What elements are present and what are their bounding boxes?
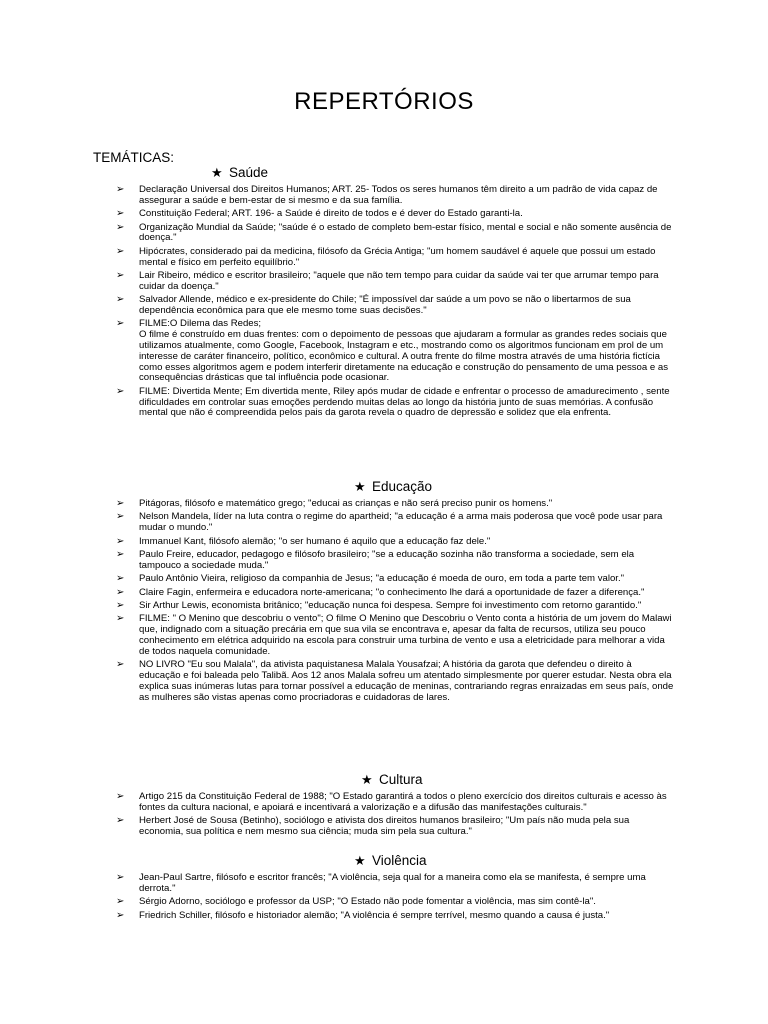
arrow-bullet-icon: ➢ <box>116 613 125 625</box>
star-icon: ★ <box>211 165 223 180</box>
star-icon: ★ <box>354 479 366 494</box>
item-list <box>0 792 768 838</box>
list-item: ➢ Declaração Universal dos Direitos Humanos; ART. 25- Todos os seres humanos têm direito a um padrão de vida capaz de assegurar a saúde e bem-estar de si mesmo e da sua família. <box>116 184 658 206</box>
film-description: O filme é construído em duas frentes: com o depoimento de pessoas que ajudaram a formular as grandes redes sociais que utilizamos atualmente, como Google, Facebook, Instagram e etc., mostrando como os algoritmos funcionam em prol de um interesse de caráter financeiro, político, econômico e cultural. A outra frente do filme mostra através de uma história fictícia como esses algoritmos agem e podem interferir diretamente na educação e construção do pensamento de uma pessoa e as consequências drásticas que tal influência pode ocasionar. <box>139 329 669 384</box>
list-item: ➢ FILME:O Dilema das Redes; <box>116 318 262 330</box>
list-item: ➢ Salvador Allende, médico e ex-presidente do Chile; "É impossível dar saúde a um povo se não o libertarmos de sua dependência econômica para que ele mesmo tome suas decisões." <box>116 294 631 316</box>
arrow-bullet-icon: ➢ <box>116 659 125 671</box>
item-list <box>0 873 768 921</box>
arrow-bullet-icon: ➢ <box>116 815 125 827</box>
arrow-bullet-icon: ➢ <box>116 535 125 547</box>
heading-text: Saúde <box>229 165 269 180</box>
arrow-bullet-icon: ➢ <box>116 245 125 257</box>
section-heading <box>0 164 768 182</box>
arrow-bullet-icon: ➢ <box>116 221 125 233</box>
arrow-bullet-icon: ➢ <box>116 498 125 509</box>
section-heading <box>0 771 768 789</box>
list-item: ➢ Hipócrates, considerado pai da medicina, filósofo da Grécia Antiga; "um homem saudável é aquele que possui um estado mental e físico em perfeito equilíbrio." <box>116 245 656 268</box>
section-saude <box>0 164 768 422</box>
list-item: ➢ FILME: Divertida Mente; Em divertida mente, Riley após mudar de cidade e enfrentar o processo de amadurecimento , sente dificuldades em controlar suas emoções perdendo muitas delas ao longo da história junto de suas memórias. A confusão mental que não é compreendida pelos pais da garota revela o quadro de depressão e solidez que ela enfrenta. <box>116 385 670 419</box>
list-item: ➢ Paulo Antônio Vieira, religioso da companhia de Jesus; "a educação é moeda de ouro, em toda a parte tem valor." <box>116 573 625 585</box>
star-icon: ★ <box>361 772 373 787</box>
list-item: ➢ NO LIVRO "Eu sou Malala", da ativista paquistanesa Malala Yousafzai; A história da garota que defendeu o direito à educação e foi baleada pelo Talibã. Aos 12 anos Malala sofreu um atentado simplesmente por querer estudar. Nesta obra ela explica suas inúmeras lutas para tornar possível a educação de meninas, contrariando regras enraizadas em seus país, onde as mulheres são vistas apenas como procriadoras e cuidadoras de lares. <box>116 659 674 703</box>
list-item: ➢ Friedrich Schiller, filósofo e historiador alemão; "A violência é sempre terrível, mesmo quando a causa é justa." <box>116 909 610 921</box>
list-item: ➢ Organização Mundial da Saúde; "saúde é o estado de completo bem-estar físico, mental e social e não somente ausência de doença." <box>116 221 672 244</box>
item-list <box>0 499 768 703</box>
arrow-bullet-icon: ➢ <box>116 385 125 397</box>
list-item: ➢ Artigo 215 da Constituição Federal de 1988; "O Estado garantirá a todos o pleno exercício dos direitos culturais e acesso às fontes da cultura nacional, e apoiará e incentivará a valorização e a difusão das manifestações culturais." <box>116 791 667 813</box>
section-heading <box>0 852 768 870</box>
list-item: ➢ Lair Ribeiro, médico e escritor brasileiro; "aquele que não tem tempo para cuidar da saúde vai ter que arrumar tempo para cuidar da doença." <box>116 269 659 292</box>
tematicas-label: TEMÁTICAS: <box>93 150 175 165</box>
section-heading <box>0 478 768 496</box>
list-item: ➢ Sérgio Adorno, sociólogo e professor da USP; "O Estado não pode fomentar a violência, mas sim contê-la". <box>116 896 596 908</box>
arrow-bullet-icon: ➢ <box>116 184 125 195</box>
page-title: REPERTÓRIOS <box>294 88 474 115</box>
list-item: ➢ Nelson Mandela, líder na luta contra o regime do apartheid; "a educação é a arma mais poderosa que você pode usar para mudar o mundo." <box>116 511 663 534</box>
arrow-bullet-icon: ➢ <box>116 269 125 281</box>
item-list <box>0 185 768 330</box>
list-item: ➢ Herbert José de Sousa (Betinho), sociólogo e ativista dos direitos humanos brasileiro; "Um país não muda pela sua economia, sua política e nem mesmo sua ciência; muda sim pela sua cultura." <box>116 815 630 837</box>
heading-text: Violência <box>372 853 427 868</box>
arrow-bullet-icon: ➢ <box>116 573 125 585</box>
list-item: ➢ Pitágoras, filósofo e matemático grego; "educai as crianças e não será preciso punir os homens." <box>116 498 553 509</box>
list-item: ➢ Paulo Freire, educador, pedagogo e filósofo brasileiro; "se a educação sozinha não transforma a sociedade, sem ela tampouco a sociedade muda." <box>116 548 635 571</box>
item-list <box>0 387 768 419</box>
list-item: ➢ FILME: " O Menino que descobriu o vento"; O filme O Menino que Descobriu o Vento conta a história de um jovem do Malawi que, indignado com a situação precária em que sua vila se encontrava e, apesar da falta de recursos, utiliza seu pouco conhecimento em elétrica adquirido na escola para construir uma turbina de vento e usa a eletricidade para melhorar a vida de todos naquela comunidade. <box>116 613 672 657</box>
arrow-bullet-icon: ➢ <box>116 791 125 802</box>
arrow-bullet-icon: ➢ <box>116 294 125 306</box>
arrow-bullet-icon: ➢ <box>116 586 125 598</box>
section-educacao <box>0 478 768 706</box>
arrow-bullet-icon: ➢ <box>116 318 125 330</box>
arrow-bullet-icon: ➢ <box>116 872 125 883</box>
arrow-bullet-icon: ➢ <box>116 548 125 560</box>
arrow-bullet-icon: ➢ <box>116 896 125 908</box>
list-item: ➢ Constituição Federal; ART. 196- a Saúde é direito de todos e é dever do Estado garanti-la. <box>116 208 523 220</box>
heading-text: Educação <box>372 479 433 494</box>
arrow-bullet-icon: ➢ <box>116 599 125 611</box>
heading-text: Cultura <box>379 772 423 787</box>
list-item: ➢ Jean-Paul Sartre, filósofo e escritor francês; "A violência, seja qual for a maneira como ela se manifesta, é sempre uma derrota." <box>116 872 646 894</box>
section-cultura <box>0 771 768 840</box>
section-violencia <box>0 852 768 924</box>
star-icon: ★ <box>354 853 366 868</box>
arrow-bullet-icon: ➢ <box>116 208 125 220</box>
arrow-bullet-icon: ➢ <box>116 909 125 921</box>
list-item: ➢ Sir Arthur Lewis, economista britânico; "educação nunca foi despesa. Sempre foi investimento com retorno garantido." <box>116 599 642 611</box>
list-item: ➢ Immanuel Kant, filósofo alemão; "o ser humano é aquilo que a educação faz dele." <box>116 535 491 547</box>
list-item: ➢ Claire Fagin, enfermeira e educadora norte-americana; "o conhecimento lhe dará a oportunidade de fazer a diferença." <box>116 586 645 598</box>
arrow-bullet-icon: ➢ <box>116 511 125 523</box>
